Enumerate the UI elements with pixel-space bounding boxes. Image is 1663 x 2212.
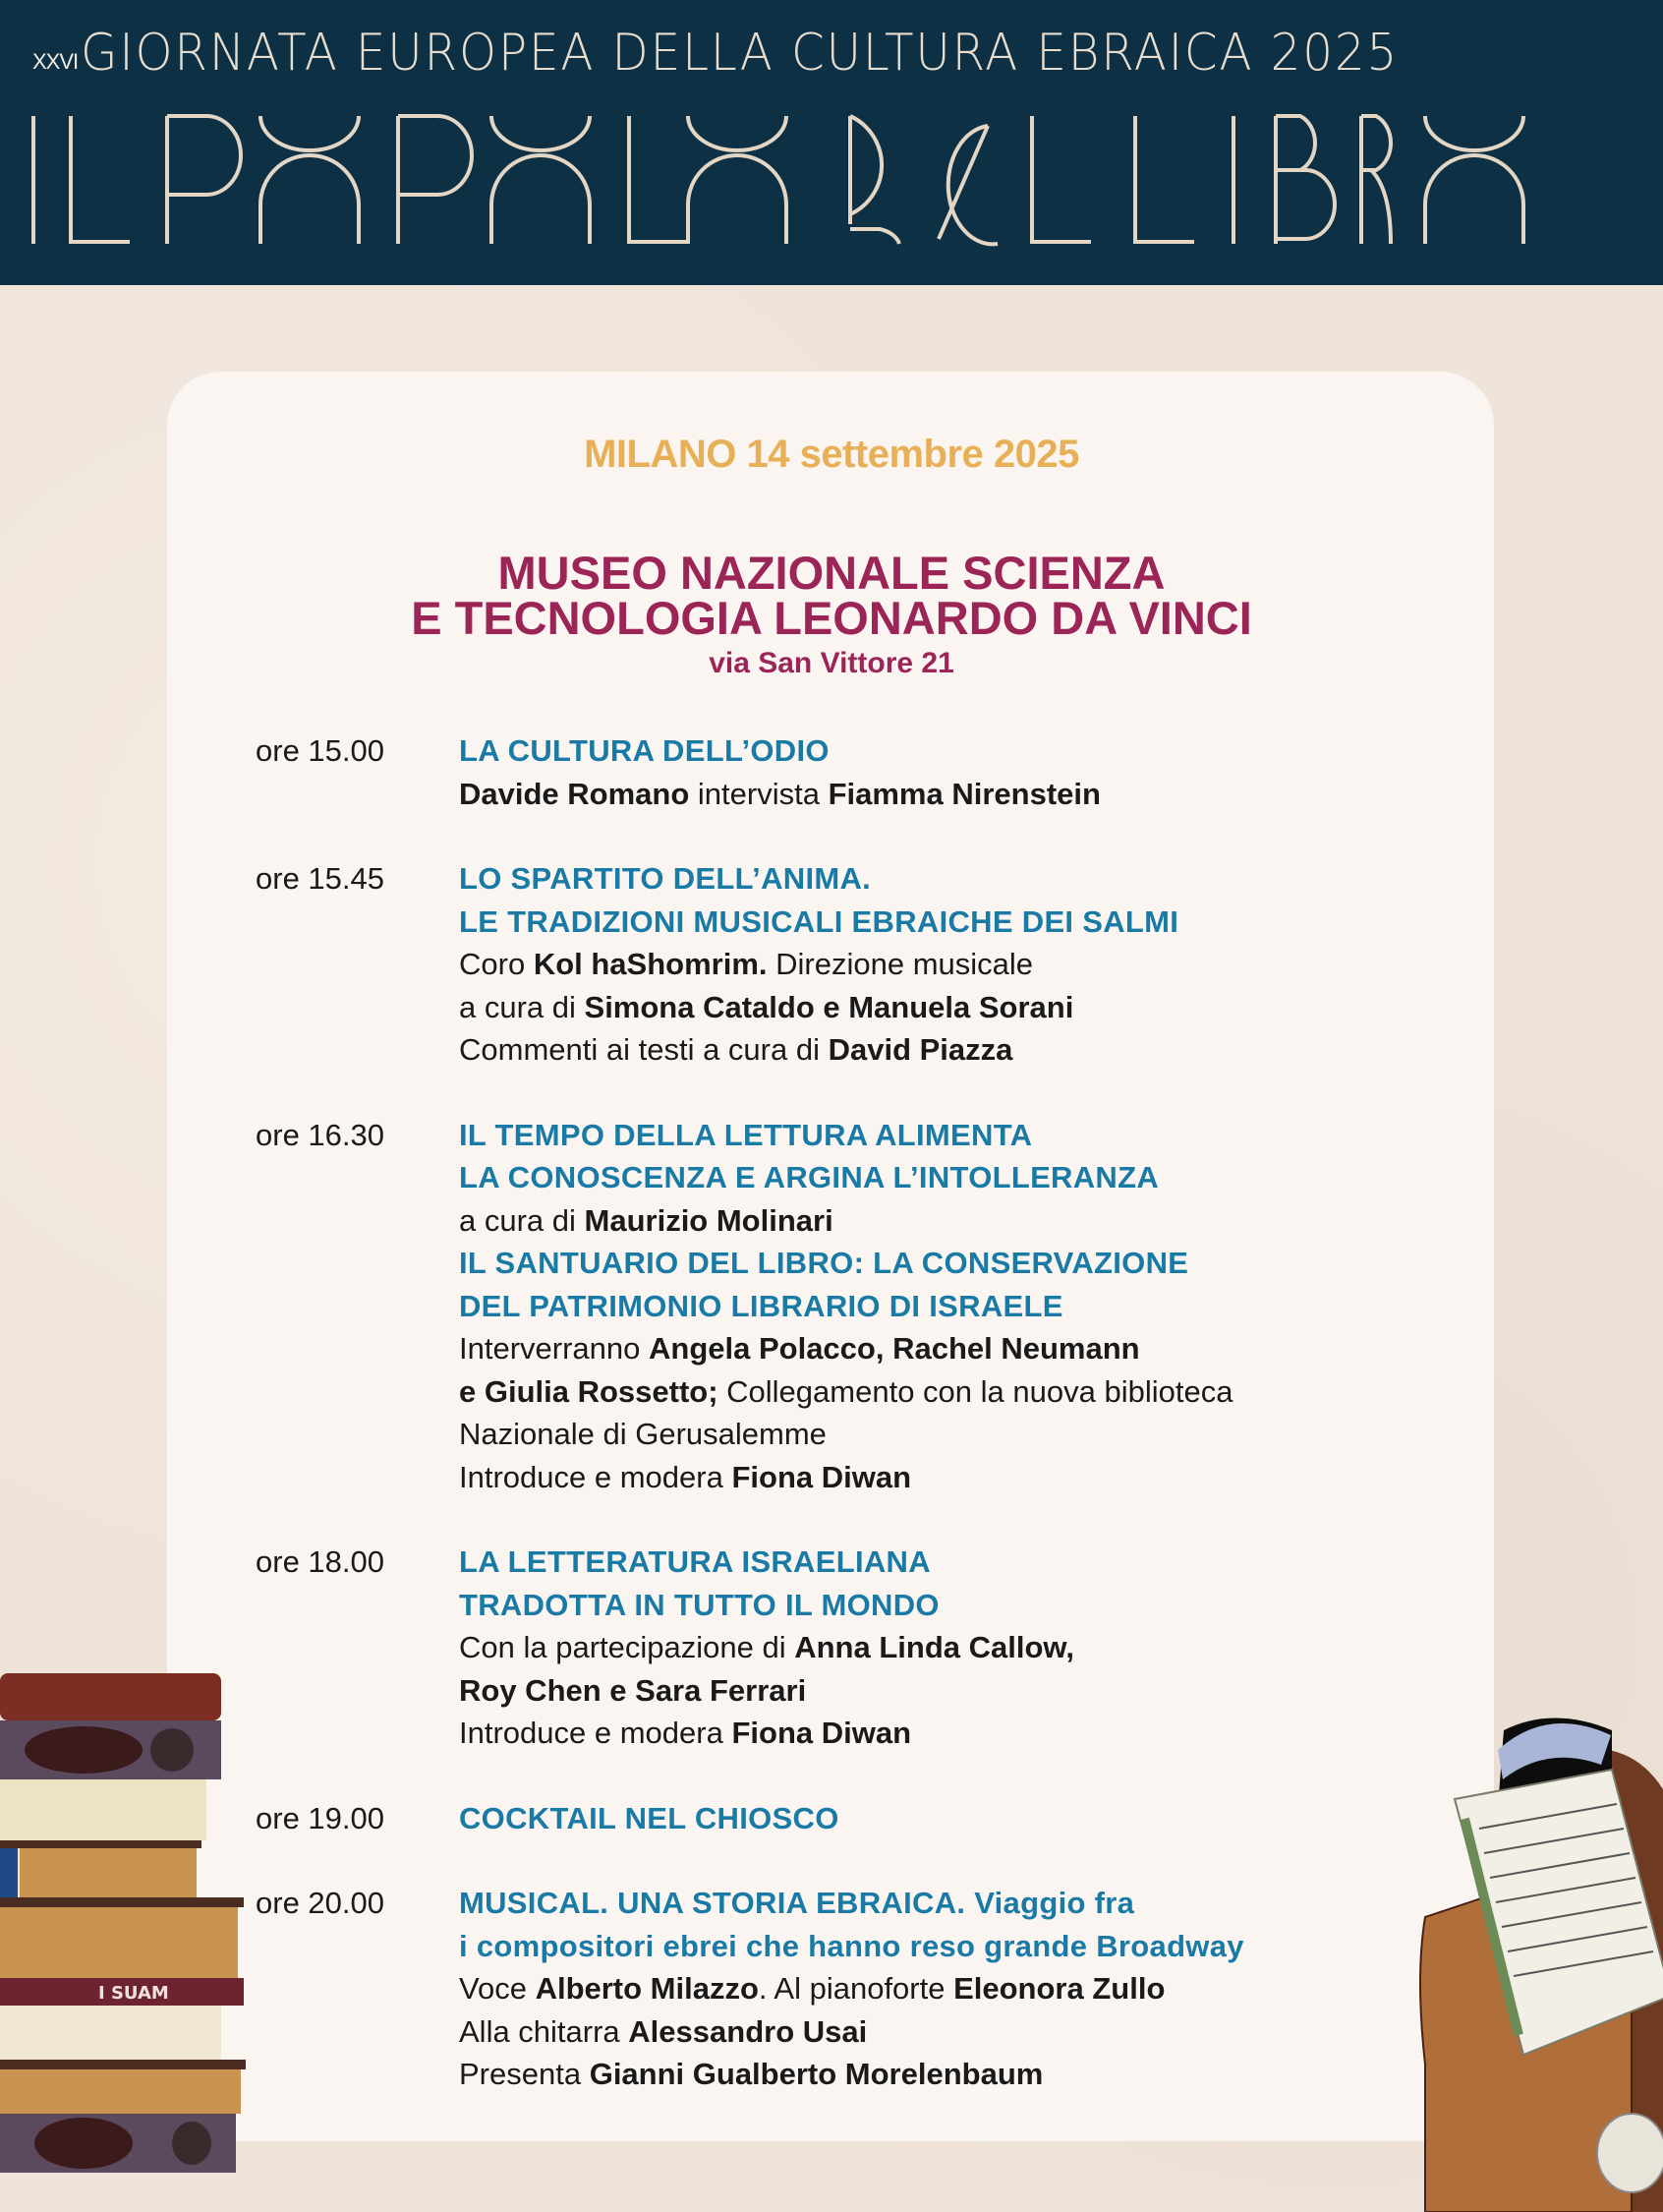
schedule-item	[256, 857, 1435, 1072]
schedule-time: ore 16.30	[256, 1117, 384, 1152]
speaker-name: Alessandro Usai	[628, 2013, 868, 2049]
speaker-name: Eleonora Zullo	[953, 1971, 1166, 2006]
schedule-list	[256, 729, 1435, 2138]
speaker-name: Alberto Milazzo	[535, 1971, 759, 2006]
schedule-line	[459, 1285, 1435, 1328]
speaker-name: Angela Polacco, Rachel Neumann	[649, 1331, 1140, 1366]
speaker-name: Kol haShomrim.	[533, 947, 768, 981]
schedule-details	[459, 1541, 1435, 1755]
schedule-line	[459, 1712, 1435, 1755]
event-text: Voce	[459, 1971, 536, 2006]
event-text: Interverranno	[459, 1331, 649, 1366]
event-title: IL TEMPO DELLA LETTURA ALIMENTA	[459, 1117, 1033, 1152]
event-text: . Al pianoforte	[758, 1971, 954, 2006]
schedule-line	[459, 1967, 1435, 2010]
schedule-line	[459, 986, 1435, 1029]
venue-line-1: MUSEO NAZIONALE SCIENZA	[497, 547, 1166, 599]
schedule-item	[256, 1114, 1435, 1499]
event-title: LA CULTURA DELL’ODIO	[459, 733, 830, 768]
schedule-line	[459, 1584, 1435, 1627]
event-title: LE TRADIZIONI MUSICALI EBRAICHE DEI SALMI	[459, 903, 1179, 939]
event-text: intervista	[689, 776, 829, 811]
event-text: Alla chitarra	[459, 2013, 629, 2049]
event-text: Coro	[459, 947, 534, 981]
speaker-name: David Piazza	[828, 1032, 1013, 1067]
schedule-time: ore 18.00	[256, 1544, 384, 1579]
schedule-item	[256, 1882, 1435, 2096]
speaker-name: Roy Chen e Sara Ferrari	[459, 1672, 807, 1708]
speaker-name: Fiamma Nirenstein	[828, 776, 1101, 811]
speaker-name: Gianni Gualberto Morelenbaum	[589, 2057, 1044, 2091]
schedule-details	[459, 729, 1435, 815]
schedule-time: ore 20.00	[256, 1886, 384, 1920]
schedule-line	[459, 943, 1435, 986]
logo-il-popolo-del-libro	[20, 106, 1651, 254]
schedule-line	[459, 1669, 1435, 1713]
event-text: Introduce e modera	[459, 1459, 732, 1494]
schedule-details	[459, 1114, 1435, 1499]
venue-name	[0, 547, 1663, 644]
schedule-line	[459, 2010, 1435, 2054]
schedule-line	[459, 1156, 1435, 1199]
event-date: MILANO 14 settembre 2025	[584, 433, 1079, 476]
schedule-time: ore 15.45	[256, 861, 384, 896]
event-title: LA CONOSCENZA E ARGINA L’INTOLLERANZA	[459, 1160, 1160, 1194]
event-title: COCKTAIL NEL CHIOSCO	[459, 1800, 839, 1835]
torah-scroll-figure-illustration	[1396, 1691, 1663, 2212]
event-title: LA LETTERATURA ISRAELIANA	[459, 1544, 931, 1579]
event-text: Nazionale di Gerusalemme	[459, 1417, 827, 1451]
speaker-name: Simona Cataldo e Manuela Sorani	[584, 989, 1074, 1024]
schedule-line	[459, 1541, 1435, 1584]
venue-line-2: E TECNOLOGIA LEONARDO DA VINCI	[411, 592, 1252, 644]
books-stack-illustration	[0, 1661, 246, 2212]
event-text: a cura di	[459, 989, 585, 1024]
speaker-name: Fiona Diwan	[731, 1716, 912, 1750]
schedule-line	[459, 1456, 1435, 1499]
speaker-name: Maurizio Molinari	[584, 1202, 833, 1238]
schedule-details	[459, 1797, 1435, 1840]
header-banner	[0, 0, 1663, 285]
event-title: MUSICAL. UNA STORIA EBRAICA. Viaggio fra	[459, 1886, 1135, 1920]
schedule-item	[256, 1797, 1435, 1840]
schedule-item	[256, 729, 1435, 815]
schedule-line	[459, 1199, 1435, 1243]
schedule-line	[459, 1925, 1435, 1968]
speaker-name: e Giulia Rossetto;	[459, 1373, 718, 1409]
schedule-item	[256, 1541, 1435, 1755]
event-title: LO SPARTITO DELL’ANIMA.	[459, 861, 872, 896]
event-text: Direzione musicale	[767, 947, 1034, 981]
schedule-time: ore 15.00	[256, 733, 384, 768]
speaker-name: Fiona Diwan	[731, 1459, 912, 1494]
book-spine-text: I SUAM	[98, 1983, 169, 2004]
schedule-line	[459, 1797, 1435, 1840]
schedule-line	[459, 1028, 1435, 1072]
schedule-time: ore 19.00	[256, 1800, 384, 1835]
schedule-line	[459, 901, 1435, 944]
schedule-line	[459, 729, 1435, 773]
schedule-line	[459, 1327, 1435, 1370]
schedule-line	[459, 857, 1435, 901]
schedule-details	[459, 857, 1435, 1072]
schedule-line	[459, 773, 1435, 816]
event-text: Con la partecipazione di	[459, 1630, 795, 1664]
event-text: Commenti ai testi a cura di	[459, 1032, 829, 1067]
schedule-line	[459, 1626, 1435, 1669]
edition-title: GIORNATA EUROPEA DELLA CULTURA EBRAICA 2025	[81, 24, 1400, 83]
schedule-line	[459, 1242, 1435, 1285]
schedule-line	[459, 1882, 1435, 1925]
event-text: Collegamento con la nuova biblioteca	[717, 1373, 1233, 1409]
event-title: i compositori ebrei che hanno reso grande Broadway	[459, 1928, 1244, 1963]
edition-number: XXVI	[32, 49, 79, 74]
event-text: a cura di	[459, 1202, 585, 1238]
schedule-line	[459, 1413, 1435, 1456]
schedule-line	[459, 1114, 1435, 1157]
event-text: Introduce e modera	[459, 1716, 732, 1750]
speaker-name: Anna Linda Callow,	[794, 1630, 1074, 1664]
venue-address: via San Vittore 21	[709, 647, 954, 679]
event-text: Presenta	[459, 2057, 590, 2091]
schedule-details	[459, 1882, 1435, 2096]
schedule-line	[459, 1370, 1435, 1414]
event-title: TRADOTTA IN TUTTO IL MONDO	[459, 1587, 940, 1622]
event-title: DEL PATRIMONIO LIBRARIO DI ISRAELE	[459, 1288, 1063, 1323]
event-title: IL SANTUARIO DEL LIBRO: LA CONSERVAZIONE	[459, 1246, 1189, 1280]
schedule-line	[459, 2053, 1435, 2096]
speaker-name: Davide Romano	[459, 776, 690, 811]
